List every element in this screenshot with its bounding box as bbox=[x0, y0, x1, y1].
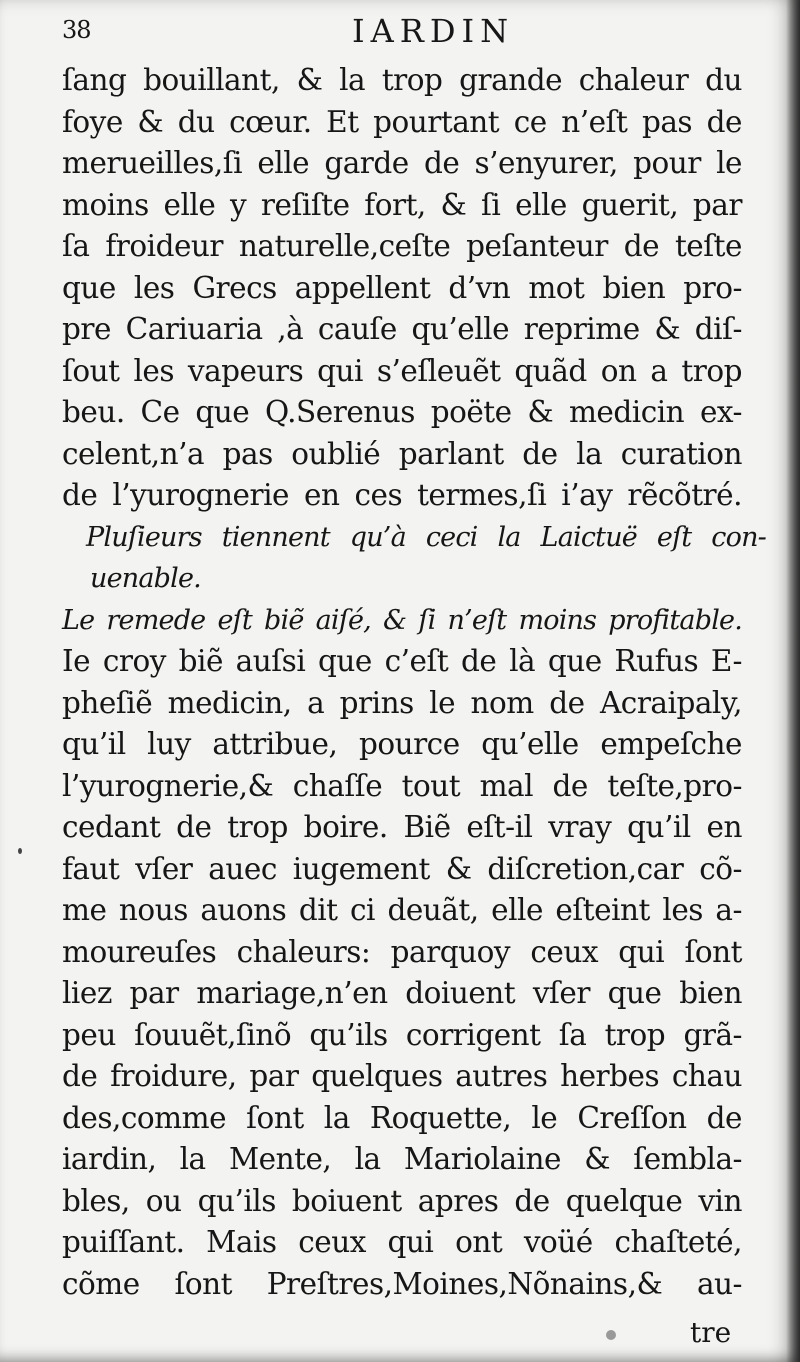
text-line: qu’il luy attribue, pource qu’elle empeſche bbox=[62, 727, 742, 761]
running-title: IARDIN bbox=[352, 12, 515, 50]
page-header bbox=[56, 8, 746, 48]
text-line: ſa froideur naturelle,ceſte peſanteur de teſte bbox=[62, 229, 742, 263]
text-line: merueilles,ſi elle garde de s’enyurer, pour le bbox=[62, 146, 742, 180]
text-line: pheſiẽ medicin, a prins le nom de Acraipaly, bbox=[62, 685, 742, 720]
text-line: bles, ou qu’ils boiuent apres de quelque vin bbox=[62, 1183, 742, 1218]
text-line: des,comme ſont la Roquette, le Creſſon de bbox=[62, 1100, 742, 1135]
text-line: l’yurognerie,& chaſſe tout mal de teſte,pro- bbox=[62, 768, 742, 803]
catchword: tre bbox=[690, 1316, 732, 1349]
verse-line: Pluſieurs tiennent qu’à ceci la Laictuë eſt con- bbox=[86, 521, 766, 553]
text-line: foye & du cœur. Et pourtant ce n’eſt pas de bbox=[62, 104, 742, 139]
page-edge-shadow bbox=[786, 0, 800, 1362]
text-line: ſang bouillant, & la trop grande chaleur du bbox=[62, 63, 742, 97]
page-number: 38 bbox=[62, 16, 91, 44]
verse-line: uenable. bbox=[90, 563, 201, 594]
text-line: cedant de trop boire. Biẽ eſt-il vray qu’il en bbox=[62, 810, 742, 844]
ink-speck bbox=[18, 848, 22, 854]
text-line: de froidure, par quelques autres herbes chau bbox=[62, 1059, 742, 1093]
text-line: que les Grecs appellent d’vn mot bien pro- bbox=[62, 270, 742, 305]
text-line: ſout les vapeurs qui s’eſleuẽt quãd on a trop bbox=[62, 353, 742, 388]
verse-line: Le remede eſt biẽ aiſé, & ſi n’eſt moins profitable. bbox=[62, 604, 742, 636]
text-line: liez par mariage,n’en doiuent vſer que bien bbox=[62, 976, 742, 1010]
text-line: moureuſes chaleurs: parquoy ceux qui ſont bbox=[62, 934, 742, 969]
body-text bbox=[62, 60, 766, 1305]
text-line: cõme ſont Preſtres,Moines,Nõnains,& au- bbox=[62, 1266, 742, 1301]
text-line: de l’yurognerie en ces termes,ſi i’ay rẽcõtré. bbox=[62, 478, 742, 512]
text-line: beu. Ce que Q.Serenus poëte & medicin ex- bbox=[62, 395, 742, 429]
text-line: Ie croy biẽ auſsi que c’eſt de là que Rufus E- bbox=[62, 644, 742, 678]
ink-speck bbox=[606, 1330, 616, 1340]
text-line: faut vſer auec iugement & diſcretion,car cõ- bbox=[62, 851, 742, 886]
text-line: peu ſouuẽt,ſinõ qu’ils corrigent ſa trop grã- bbox=[62, 1017, 742, 1052]
text-line: puiſſant. Mais ceux qui ont voüé chaſteté, bbox=[62, 1225, 742, 1259]
text-line: iardin, la Mente, la Mariolaine & ſembla- bbox=[62, 1142, 742, 1176]
text-line: celent,n’a pas oublié parlant de la curation bbox=[62, 436, 742, 471]
text-line: me nous auons dit ci deuãt, elle eſteint les a- bbox=[62, 893, 742, 927]
text-line: pre Cariuaria ,à cauſe qu’elle reprime & diſ- bbox=[62, 312, 742, 346]
text-line: moins elle y reſiſte fort, & ſi elle guerit, par bbox=[62, 187, 742, 222]
